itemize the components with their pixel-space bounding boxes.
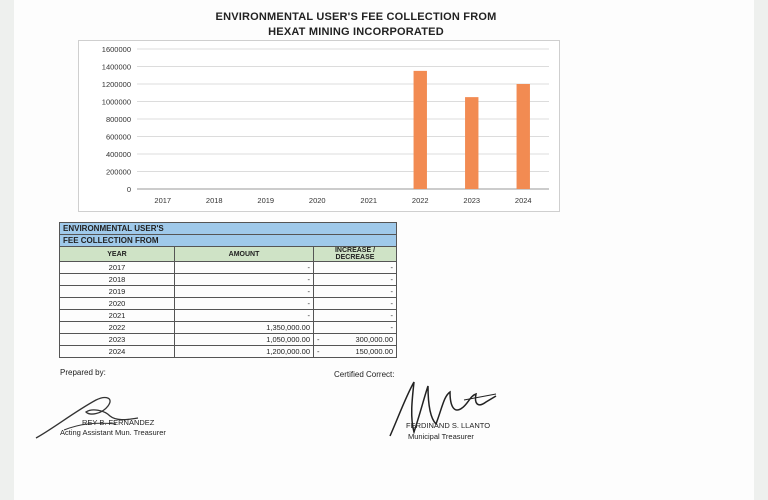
change-cell [314,286,397,298]
year-cell: 2022 [60,322,175,334]
document-title [14,10,698,40]
change-cell [314,310,397,322]
bar-2024 [517,84,530,189]
amount-cell: - [175,310,314,322]
table-row [60,346,397,358]
y-tick-label: 1200000 [101,80,131,89]
change-value: - [390,263,393,272]
change-sign: - [317,347,320,356]
x-tick-label: 2023 [463,196,481,205]
x-tick-label: 2020 [308,196,326,205]
certified-correct-label: Certified Correct: [334,370,395,379]
change-cell [314,346,397,358]
table-title-row-2 [60,235,397,247]
table-title-line-2: FEE COLLECTION FROM [60,235,397,247]
change-value: - [390,311,393,320]
y-tick-label: 400000 [105,150,131,159]
y-tick-label: 600000 [105,132,131,142]
collection-table [59,222,397,358]
preparer-name: REY B. FERNANDEZ [82,418,155,427]
header-amount: AMOUNT [175,247,314,262]
header-year: YEAR [60,247,175,262]
change-value: 150,000.00 [355,347,393,356]
year-cell: 2023 [60,334,175,346]
amount-cell: 1,050,000.00 [175,334,314,346]
table-row [60,310,397,322]
year-cell: 2017 [60,262,175,274]
x-tick-label: 2022 [411,196,429,205]
year-cell: 2019 [60,286,175,298]
x-tick-label: 2017 [154,196,172,205]
table-row [60,334,397,346]
change-value: - [390,323,393,332]
table-row [60,322,397,334]
amount-cell: - [175,298,314,310]
change-cell [314,322,397,334]
change-cell [314,274,397,286]
x-tick-label: 2021 [360,196,378,205]
y-tick-label: 0 [126,185,131,194]
change-value: - [390,287,393,296]
y-tick-label: 800000 [105,115,131,124]
bar-2022 [414,71,427,189]
title-line-2: HEXAT MINING INCORPORATED [268,26,444,38]
title-line-1: ENVIRONMENTAL USER'S FEE COLLECTION FROM [215,11,497,23]
table-row [60,262,397,274]
bar-2023 [465,97,478,189]
x-tick-label: 2019 [257,196,275,205]
table-row [60,286,397,298]
year-cell: 2021 [60,310,175,322]
certifier-position: Municipal Treasurer [408,432,474,441]
y-tick-label: 1400000 [101,62,131,72]
change-cell [314,298,397,310]
table-row [60,298,397,310]
document-page [14,0,754,500]
prepared-by-label: Prepared by: [60,368,106,377]
amount-cell: 1,350,000.00 [175,322,314,334]
x-tick-label: 2024 [514,196,532,205]
table-row [60,274,397,286]
year-cell: 2018 [60,274,175,286]
change-cell [314,262,397,274]
change-sign: - [317,335,320,344]
certifier-name: FERDINAND S. LLANTO [406,421,491,430]
amount-cell: - [175,286,314,298]
amount-cell: - [175,274,314,286]
preparer-position: Acting Assistant Mun. Treasurer [60,428,166,437]
bar-chart [78,40,560,212]
bar-chart-svg [79,41,559,211]
table-header-row [60,247,397,262]
amount-cell: - [175,262,314,274]
x-tick-label: 2018 [205,196,223,205]
table-title-row-1 [60,223,397,235]
year-cell: 2020 [60,298,175,310]
amount-cell: 1,200,000.00 [175,346,314,358]
table-title-line-1: ENVIRONMENTAL USER'S [60,223,397,235]
change-cell [314,334,397,346]
change-value: 300,000.00 [355,335,393,344]
y-tick-label: 1000000 [101,97,131,107]
y-tick-label: 1600000 [101,45,131,54]
change-value: - [390,299,393,308]
change-value: - [390,275,393,284]
certifier-signature [384,378,504,440]
year-cell: 2024 [60,346,175,358]
header-increase-decrease: INCREASE / DECREASE [314,247,397,262]
y-tick-label: 200000 [105,167,131,177]
